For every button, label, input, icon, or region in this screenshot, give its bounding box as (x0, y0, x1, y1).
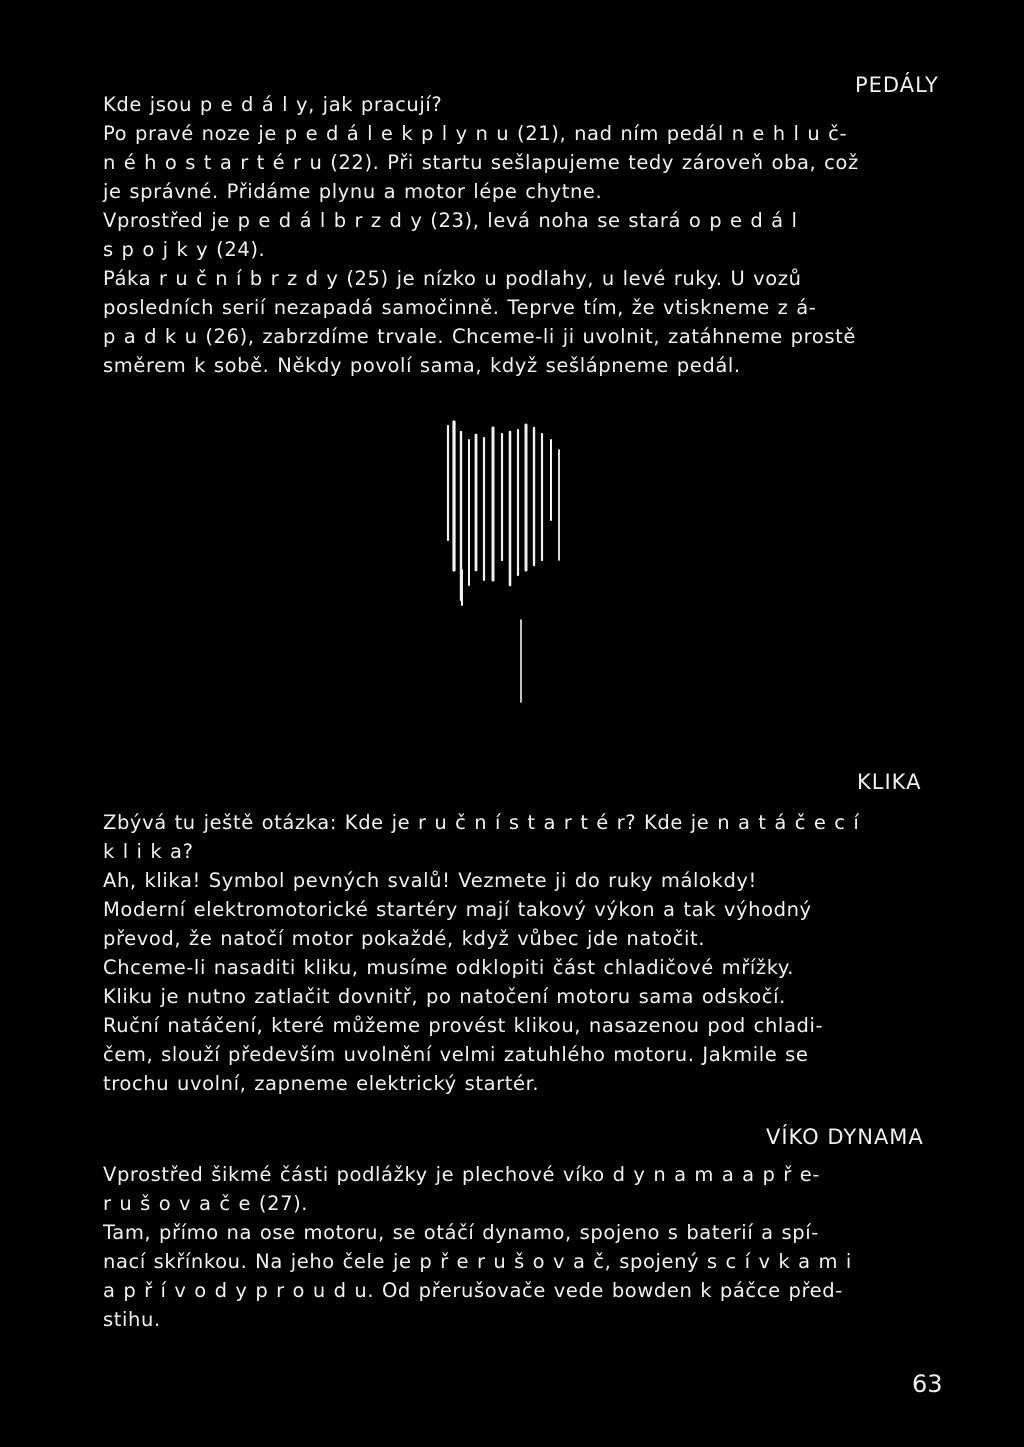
text-line: je správné. Přidáme plynu a motor lépe chytne. (103, 180, 603, 203)
text-line: r u š o v a č e (27). (103, 1192, 309, 1215)
text-line: Vprostřed je p e d á l b r z d y (23), levá noha se stará o p e d á l (103, 209, 798, 232)
text-line: Vprostřed šikmé části podlážky je plechové víko d y n a m a a p ř e- (103, 1163, 820, 1186)
text-line: n é h o s t a r t é r u (22). Při startu sešlapujeme tedy zároveň oba, což (103, 151, 859, 174)
text-line: posledních serií nezapadá samočinně. Teprve tím, že vtiskneme z á- (103, 296, 817, 319)
text-line: čem, slouží především uvolnění velmi zatuhlého motoru. Jakmile se (103, 1043, 809, 1066)
text-line: a p ř í v o d y p r o u d u. Od přerušovače vede bowden k páčce před- (103, 1279, 843, 1302)
text-line: Ah, klika! Symbol pevných svalů! Vezmete ji do ruky málokdy! (103, 869, 757, 892)
text-line: Moderní elektromotorické startéry mají takový výkon a tak výhodný (103, 898, 812, 921)
text-line: Po pravé noze je p e d á l e k p l y n u (21), nad ním pedál n e h l u č- (103, 122, 848, 145)
section-heading-klika: KLIKA (857, 770, 922, 794)
text-line: Kliku je nutno zatlačit dovnitř, po natočení motoru sama odskočí. (103, 985, 786, 1008)
text-line: stihu. (103, 1308, 161, 1331)
text-line: Chceme-li nasaditi kliku, musíme odklopiti část chladičové mřížky. (103, 956, 795, 979)
text-line: p a d k u (26), zabrzdíme trvale. Chceme-li ji uvolnit, zatáhneme prostě (103, 325, 856, 348)
klika-text (103, 808, 933, 1098)
section-heading-pedaly: PEDÁLY (855, 73, 939, 97)
pedaly-text (103, 90, 933, 380)
page-number: 63 (912, 1370, 943, 1398)
pedal-lines-illustration-icon (438, 420, 578, 720)
text-line: Páka r u č n í b r z d y (25) je nízko u podlahy, u levé ruky. U vozů (103, 267, 802, 290)
text-line: převod, že natočí motor pokaždé, když vůbec jde natočit. (103, 927, 706, 950)
text-line: Zbývá tu ještě otázka: Kde je r u č n í s t a r t é r? Kde je n a t á č e c í (103, 811, 860, 834)
text-line: Kde jsou p e d á l y, jak pracují? (103, 93, 443, 116)
text-line: Tam, přímo na ose motoru, se otáčí dynamo, spojeno s baterií a spí- (103, 1221, 819, 1244)
text-line: trochu uvolní, zapneme elektrický startér. (103, 1072, 540, 1095)
text-line: Ruční natáčení, které můžeme provést klikou, nasazenou pod chladi- (103, 1014, 824, 1037)
text-line: nací skřínkou. Na jeho čele je p ř e r u š o v a č, spojený s c í v k a m i (103, 1250, 852, 1273)
text-line: s p o j k y (24). (103, 238, 266, 261)
text-line: směrem k sobě. Někdy povolí sama, když sešlápneme pedál. (103, 354, 741, 377)
section-heading-viko-dynama: VÍKO DYNAMA (766, 1125, 924, 1149)
text-line: k l i k a? (103, 840, 194, 863)
viko-dynama-text (103, 1160, 933, 1334)
